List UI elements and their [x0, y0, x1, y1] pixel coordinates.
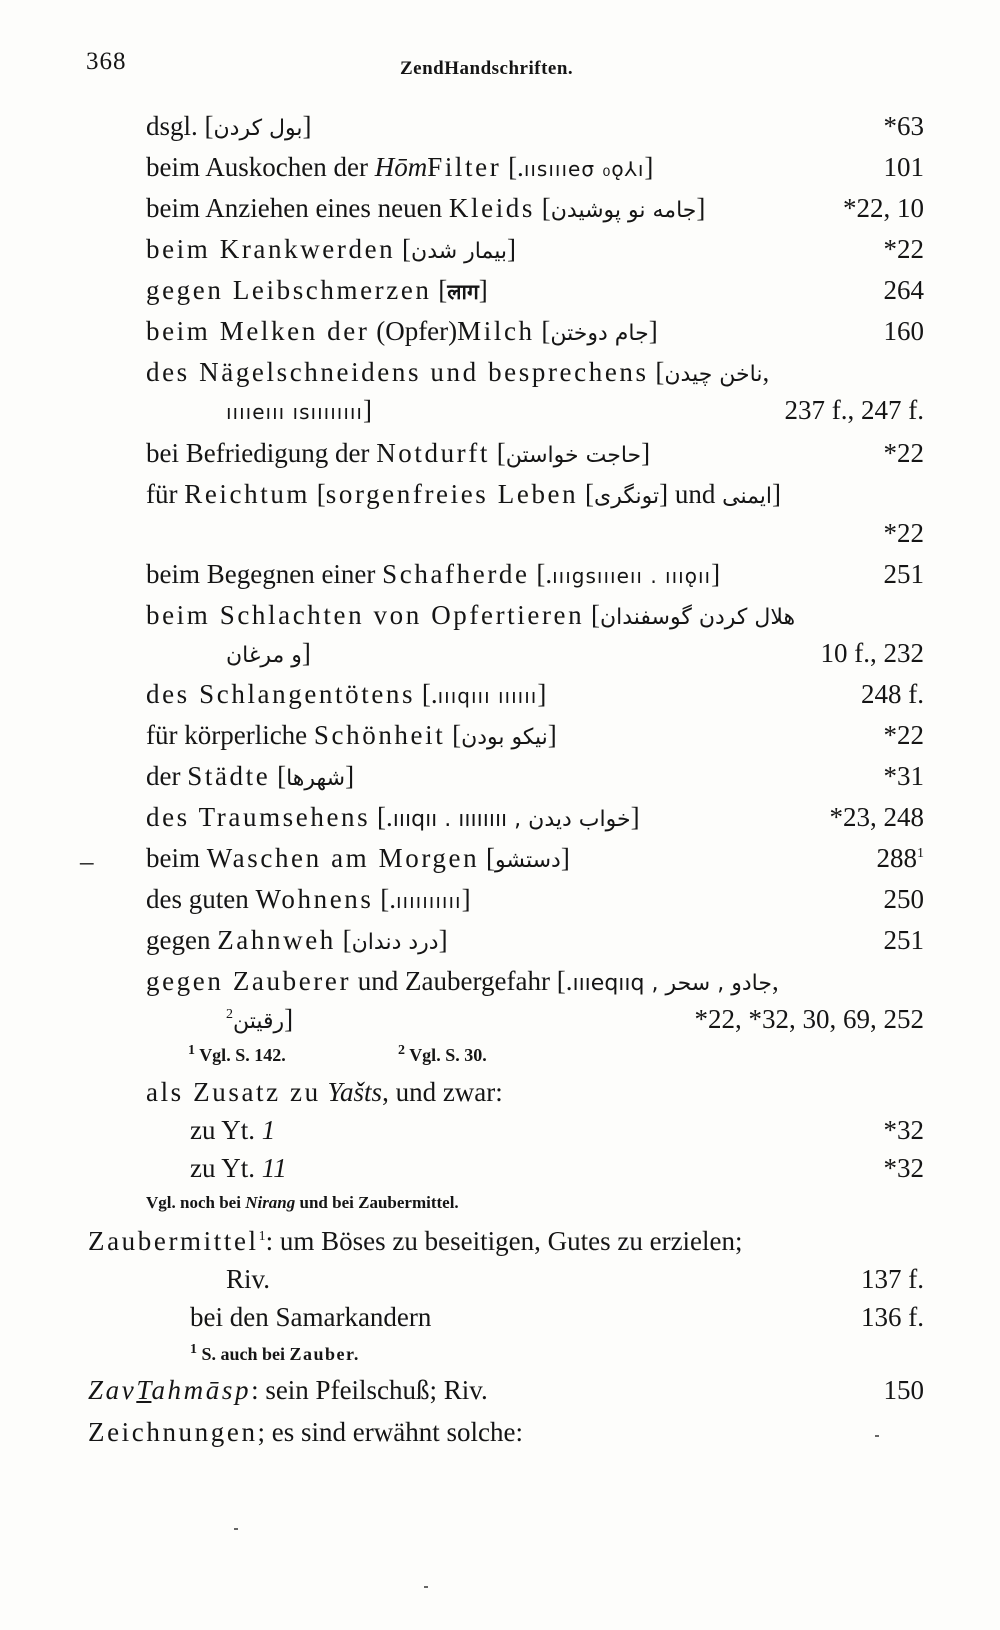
foreign-script: ıııgsıııeıı . ıııǫıı	[552, 564, 712, 588]
entry-pre: für körperliche	[146, 720, 314, 750]
foreign-script: ıııııııııı	[396, 889, 462, 913]
entry-spaced: Kleids	[448, 193, 535, 223]
entry-pre2: [	[310, 479, 326, 509]
entry-text	[146, 559, 720, 590]
zaubermittel-footnote: $^1$ S. auch bei Zauber.	[190, 1342, 360, 1364]
index-entry	[0, 275, 1000, 313]
entry-text	[146, 438, 650, 469]
entry-spaced: Städte	[187, 761, 271, 791]
foreign-script: ناخن چیدن	[664, 362, 763, 387]
page-reference-value: 288	[876, 843, 917, 873]
entry-post: ]	[363, 395, 372, 425]
index-entry	[0, 395, 1000, 433]
index-entry	[0, 193, 1000, 231]
running-head: ZendHandschriften.	[400, 58, 574, 79]
index-entry	[0, 638, 1000, 676]
index-entry	[0, 843, 1000, 881]
entry-pre2: [.	[370, 802, 393, 832]
index-entry	[0, 111, 1000, 149]
zav-tahmasp-entry: ZavTahmāsp: sein Pfeilschuß; Riv. 150	[88, 1375, 924, 1405]
entry-pre: beim Begegnen einer	[146, 559, 383, 589]
entry-post: ]	[284, 1004, 294, 1034]
entry-post: ]	[438, 925, 448, 955]
entry-text	[146, 357, 769, 388]
page-reference-value: *22	[883, 234, 924, 264]
index-entry	[0, 316, 1000, 354]
yasts-note: Vgl. noch bei Nirang und bei Zaubermittel.	[146, 1193, 459, 1212]
entry-spaced: beim Krankwerden	[146, 234, 396, 264]
entry-spaced: des Nägelschneidens und besprechens	[146, 357, 649, 387]
entry-pre2: [	[445, 720, 462, 750]
entry-spaced: gegen Leibschmerzen	[146, 275, 432, 305]
foreign-script: लाग	[447, 280, 479, 304]
entry-pre2: [	[270, 761, 287, 791]
entry-pre2: [	[535, 193, 551, 223]
entry-pre: des guten	[146, 884, 256, 914]
page-reference-value: *22, 10	[843, 193, 924, 223]
index-entry	[0, 802, 1000, 840]
entry-post: ]	[648, 316, 658, 346]
entry-text	[146, 884, 471, 915]
scan-speck	[424, 1586, 428, 1588]
page-reference	[884, 925, 925, 956]
index-entry	[0, 559, 1000, 597]
entry-spaced: Schafherde	[382, 559, 530, 589]
page-reference	[821, 638, 925, 669]
entry-spaced: Schönheit	[313, 720, 446, 750]
foreign-script: تونگری	[593, 484, 660, 509]
page-reference-value: 237 f., 247 f.	[784, 395, 924, 425]
page-reference	[695, 1004, 925, 1035]
page-reference	[884, 316, 925, 347]
index-entry	[0, 152, 1000, 190]
entry-text	[226, 395, 372, 426]
page-reference-value: 160	[883, 316, 924, 346]
entry-pre: der	[146, 761, 188, 791]
index-entry	[0, 966, 1000, 1004]
index-entry	[0, 679, 1000, 717]
index-entry	[0, 234, 1000, 272]
page-reference-value: 101	[883, 152, 924, 182]
entry-text	[146, 193, 705, 224]
entry-pre2: [	[648, 357, 665, 387]
entry-text	[146, 600, 795, 631]
foreign-script: بیمار شدن	[411, 239, 507, 264]
entry-text	[146, 966, 779, 997]
entry-spaced: beim Schlachten von Opfertieren	[146, 600, 585, 630]
index-entry	[0, 479, 1000, 517]
entry-post: ]	[630, 802, 640, 832]
entry-post2: ]	[772, 479, 782, 509]
entry-spaced: Zahnweh	[217, 925, 336, 955]
entry-italic: Hōm	[374, 152, 428, 182]
index-entry	[0, 438, 1000, 476]
entry-pre2: [	[584, 600, 600, 630]
yasts-intro: als Zusatz zu Yašts, und zwar:	[146, 1077, 503, 1107]
entry-post: ]	[641, 438, 651, 468]
entry-text	[146, 720, 557, 751]
page-reference-value: 248 f.	[861, 679, 924, 709]
entry-text	[146, 234, 516, 265]
page-reference	[884, 275, 925, 306]
entry-post: ]	[345, 761, 355, 791]
page-reference	[830, 802, 925, 833]
entry-pre2: [.	[529, 559, 553, 589]
page-reference	[884, 720, 925, 751]
entry-pre: beim Anziehen eines neuen	[146, 193, 449, 223]
page-reference	[884, 234, 925, 265]
entry-pre3: [	[534, 316, 551, 346]
entry-pre: beim Auskochen der	[146, 152, 375, 182]
foreign-script: ایمنی	[722, 484, 773, 509]
entry-pre2: (Opfer)	[369, 316, 458, 346]
page-reference	[884, 884, 925, 915]
entry-pre2: [	[335, 925, 352, 955]
page-reference	[884, 438, 925, 469]
footnote-2: $^2$ Vgl. S. 30.	[398, 1043, 487, 1065]
foreign-script: ııııeııı ısıııııııı	[226, 400, 363, 424]
foreign-script: نیکو بودن	[461, 725, 548, 750]
index-entry	[0, 518, 1000, 556]
entry-text	[146, 843, 570, 874]
page-reference-value: *22	[883, 438, 924, 468]
foreign-script: ıııeqııq , جادو , سحر	[572, 971, 772, 996]
zeichnungen-entry: Zeichnungen; es sind erwähnt solche:	[88, 1417, 523, 1447]
entry-pre2: [.	[415, 679, 438, 709]
index-entry	[0, 884, 1000, 922]
entry-pre: gegen	[146, 925, 218, 955]
entry-post: ]	[461, 884, 471, 914]
entry-pre: dsgl. [	[146, 111, 214, 141]
footnote-marker: 1	[917, 846, 924, 861]
page-reference-value: *22, *32, 30, 69, 252	[694, 1004, 924, 1034]
entry-spaced: gegen Zauberer	[146, 966, 352, 996]
foreign-script: بول کردن	[213, 116, 303, 141]
entry-pre2: [	[431, 275, 448, 305]
page-reference	[785, 395, 924, 426]
foreign-script: جام دوختن	[550, 321, 649, 346]
foreign-script: جامه نو پوشیدن	[550, 198, 697, 223]
margin-dash: –	[80, 846, 94, 876]
entry-pre: beim	[146, 843, 207, 873]
page-reference	[877, 843, 925, 874]
scan-speck	[234, 1528, 238, 1530]
foreign-script: ıııqıı . ıııııııı , خواب دیدن	[392, 807, 631, 832]
entry-pre2: [	[489, 438, 506, 468]
page-reference	[861, 679, 924, 710]
entry-post: ]	[644, 152, 654, 182]
entry-text	[146, 316, 658, 347]
page-reference-value: *22	[883, 720, 924, 750]
entry-spaced: Notdurft	[376, 438, 490, 468]
zaubermittel-entry: Zaubermittel$^1$: um Böses zu beseitigen, Gutes zu erzielen;	[88, 1226, 743, 1256]
entry-text	[146, 111, 312, 142]
entry-text	[146, 925, 448, 956]
page-reference	[884, 111, 925, 142]
foreign-script: هلال کردن گوسفندان	[599, 605, 796, 630]
footnote-marker: 2	[226, 1007, 233, 1022]
entry-text	[146, 275, 488, 306]
entry-pre3: [	[578, 479, 594, 509]
entry-pre: für	[146, 479, 185, 509]
entry-spaced: des Schlangentötens	[146, 679, 416, 709]
index-entry	[0, 357, 1000, 395]
entry-spaced: beim Melken der	[146, 316, 370, 346]
page-reference	[884, 559, 925, 590]
entry-pre2: [.	[373, 884, 396, 914]
entry-text	[146, 152, 653, 183]
entry-pre: bei Befriedigung der	[146, 438, 377, 468]
page-reference	[884, 152, 925, 183]
index-entry	[0, 925, 1000, 963]
foreign-script: درد دندان	[351, 930, 439, 955]
entry-text	[226, 638, 311, 669]
entry-pre2: [.	[501, 152, 524, 182]
entry-post: ]	[696, 193, 706, 223]
entry-spaced: des Traumsehens	[146, 802, 371, 832]
index-entry	[0, 1004, 1000, 1042]
page-reference-value: 264	[883, 275, 924, 305]
entry-spaced2: Milch	[457, 316, 535, 346]
entry-text	[146, 802, 640, 833]
index-entry	[0, 761, 1000, 799]
entry-text	[226, 1004, 293, 1035]
foreign-script: رقیتن	[233, 1009, 285, 1034]
foreign-script: دستشو	[494, 848, 561, 873]
footnote-1: $^1$ Vgl. S. 142.	[188, 1043, 286, 1065]
entry-post: ]	[560, 843, 570, 873]
entry-post: ] und	[659, 479, 723, 509]
entry-post: ]	[506, 234, 516, 264]
entry-spaced: Waschen am Morgen	[206, 843, 480, 873]
entry-text	[146, 479, 781, 510]
page-reference-value: 251	[883, 925, 924, 955]
page-reference-value: 250	[883, 884, 924, 914]
index-entry	[0, 720, 1000, 758]
page-reference-value: 10 f., 232	[820, 638, 924, 668]
foreign-script: ıısıııeσ ₀ǫ⅄ı	[523, 157, 645, 181]
page-reference-value: *31	[883, 761, 924, 791]
page-reference-value: *63	[883, 111, 924, 141]
entry-post: ]	[301, 638, 311, 668]
entry-text	[146, 761, 354, 792]
entry-post: ]	[547, 720, 557, 750]
foreign-script: ıııqııı ıııııı	[437, 684, 538, 708]
entry-pre2: [	[395, 234, 412, 264]
entry-post: ]	[302, 111, 312, 141]
index-entry	[0, 600, 1000, 638]
entry-spaced: Reichtum	[184, 479, 311, 509]
page-number: 368	[86, 48, 127, 75]
page-reference-value: *23, 248	[829, 802, 924, 832]
entry-post: ]	[478, 275, 488, 305]
yasts-item-1: zu Yt. 1 *32	[190, 1115, 924, 1145]
zaubermittel-riv: Riv. 137 f.	[226, 1264, 924, 1294]
entry-post: ]	[537, 679, 547, 709]
entry-pre2: und Zaubergefahr [.	[351, 966, 573, 996]
page-reference	[884, 761, 925, 792]
entry-post: ,	[771, 966, 779, 996]
entry-spaced2: sorgenfreies Leben	[325, 479, 579, 509]
entry-post: ]	[711, 559, 721, 589]
foreign-script: و مرغان	[226, 643, 302, 668]
entry-pre2: [	[479, 843, 495, 873]
scan-speck	[875, 1435, 879, 1437]
entry-text	[146, 679, 546, 710]
zaubermittel-samarkand: bei den Samarkandern 136 f.	[190, 1302, 924, 1332]
page-reference	[843, 193, 924, 224]
entry-spaced: Filter	[427, 152, 502, 182]
foreign-script: شهرها	[286, 766, 346, 791]
page-reference-value: *22	[883, 518, 924, 548]
yasts-item-2: zu Yt. 11 *32	[190, 1153, 924, 1183]
entry-post: ,	[762, 357, 770, 387]
foreign-script: حاجت خواستن	[505, 443, 642, 468]
page-reference-value: 251	[883, 559, 924, 589]
entry-spaced: Wohnens	[255, 884, 374, 914]
page-reference	[884, 518, 925, 549]
